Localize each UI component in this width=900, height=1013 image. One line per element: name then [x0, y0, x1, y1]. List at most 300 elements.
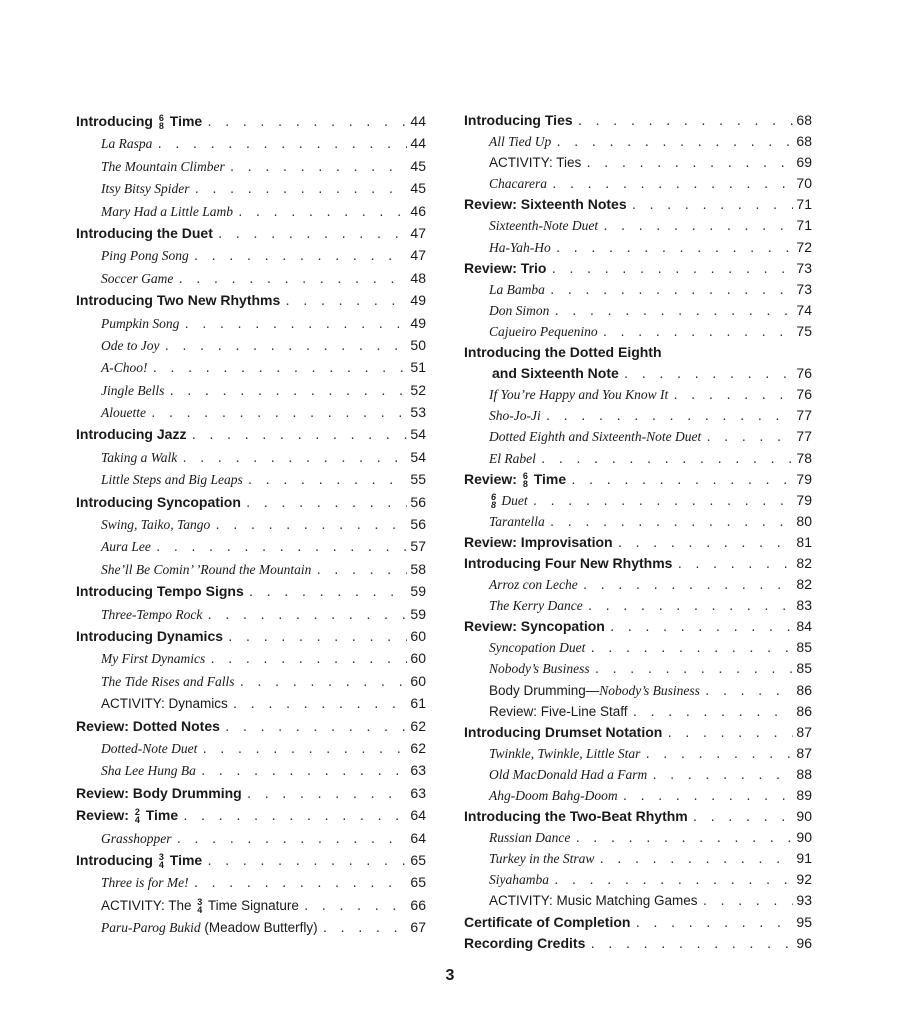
toc-entry-title: Cajueiro Pequenino: [489, 323, 598, 339]
toc-page-number: 48: [410, 269, 426, 286]
toc-page-number: 87: [796, 744, 812, 761]
toc-item-entry: [464, 490, 812, 511]
toc-page-number: 45: [410, 157, 426, 174]
toc-section-entry: [76, 580, 426, 602]
toc-entry-title: Introducing the Two-Beat Rhythm: [464, 808, 688, 825]
time-signature-icon: 6 8: [491, 491, 497, 510]
leader-dots: [631, 195, 794, 216]
toc-entry-title: Dotted Eighth and Sixteenth-Note Duet: [489, 429, 702, 445]
toc-section-entry: [76, 289, 426, 311]
toc-section-entry: [464, 258, 812, 279]
toc-entry-title: Introducing Ties: [464, 112, 573, 128]
leader-dots: [585, 153, 793, 174]
leader-dots: [163, 336, 407, 358]
toc-page-number: 60: [410, 627, 426, 644]
toc-entry-title: Sha Lee Hung Ba: [101, 763, 196, 779]
toc-entry-title: Mary Had a Little Lamb: [101, 203, 234, 219]
toc-page-number: 58: [410, 560, 426, 577]
leader-dots: [246, 784, 408, 806]
toc-page-number: 53: [410, 404, 426, 421]
toc-entry-title: Ode to Joy: [101, 337, 160, 353]
toc-entry-title: Old MacDonald Had a Farm: [489, 766, 648, 782]
toc-item-entry: [464, 574, 812, 595]
toc-item-entry: [76, 446, 426, 468]
toc-entry-title: 6 8 Duet: [491, 491, 528, 510]
toc-item-entry: [464, 848, 812, 869]
toc-page-number: 90: [796, 829, 812, 846]
toc-page-number: 86: [796, 681, 812, 698]
toc-entry-title: Introducing the Dotted Eighth: [464, 344, 662, 361]
toc-item-entry: [76, 916, 426, 938]
toc-page-number: 60: [410, 672, 426, 689]
toc-item-entry: [76, 468, 426, 490]
toc-entry-title: Introducing the Duet: [76, 224, 213, 241]
toc-item-entry: [464, 237, 812, 258]
leader-dots: [582, 575, 794, 596]
toc-page-number: 81: [796, 533, 812, 550]
leader-dots: [152, 358, 408, 380]
toc-page-number: 57: [410, 538, 426, 555]
toc-page-number: 71: [796, 217, 812, 234]
toc-section-entry: [76, 222, 426, 244]
leader-dots: [676, 554, 793, 575]
time-signature-icon: 6 8: [522, 470, 528, 489]
toc-entry-title: ACTIVITY: The 3 4 Time Signature: [101, 896, 299, 915]
leader-dots: [672, 385, 793, 406]
toc-item-entry: [76, 312, 426, 334]
toc-entry-title: Little Steps and Big Leaps: [101, 472, 243, 488]
leader-dots: [182, 806, 407, 828]
leader-dots: [644, 744, 793, 765]
toc-entry-title: Tarantella: [489, 513, 545, 529]
toc-entry-title: Introducing Dynamics: [76, 627, 224, 644]
toc-page-number: 65: [410, 851, 426, 868]
toc-page-number: 64: [410, 829, 426, 846]
toc-section-entry: [464, 469, 812, 490]
leader-dots: [206, 605, 407, 627]
toc-entry-title: Twinkle, Twinkle, Little Star: [489, 745, 641, 761]
toc-page-number: 68: [796, 133, 812, 150]
leader-dots: [602, 322, 794, 343]
toc-entry-title: Soccer Game: [101, 270, 174, 286]
toc-entry-title: Don Simon: [489, 302, 550, 318]
toc-entry-title: ACTIVITY: Ties: [489, 155, 582, 171]
toc-item-entry: [76, 334, 426, 356]
toc-item-entry: [76, 827, 426, 849]
leader-dots: [303, 896, 408, 918]
toc-entry-title: Ping Pong Song: [101, 248, 189, 264]
toc-entry-title: Introducing Jazz: [76, 426, 187, 443]
toc-page-number: 67: [410, 919, 426, 936]
toc-item-entry: [464, 743, 812, 764]
toc-page-number: 63: [410, 784, 426, 801]
toc-page-number: 87: [796, 723, 812, 740]
toc-entry-title: Itsy Bitsy Spider: [101, 181, 190, 197]
toc-page-number: 44: [410, 135, 426, 152]
toc-entry-title: Nobody’s Business: [489, 661, 590, 677]
toc-page-number: 79: [796, 491, 812, 508]
leader-dots: [214, 515, 407, 537]
toc-page-number: 82: [796, 576, 812, 593]
toc-entry-title: Arroz con Leche: [489, 577, 578, 593]
toc-left-column: [76, 110, 426, 938]
toc-page-number: 91: [796, 850, 812, 867]
leader-dots: [551, 174, 793, 195]
toc-page-number: 78: [796, 449, 812, 466]
leader-dots: [247, 470, 408, 492]
toc-item-entry: [76, 379, 426, 401]
toc-entry-title: Three-Tempo Rock: [101, 606, 203, 622]
toc-section-entry: [464, 806, 812, 827]
leader-dots: [550, 259, 793, 280]
toc-section-entry: [76, 491, 426, 513]
leader-dots: [589, 638, 793, 659]
toc-entry-title: Swing, Taiko, Tango: [101, 517, 211, 533]
toc-page-number: 70: [796, 175, 812, 192]
toc-section-entry: [464, 616, 812, 637]
toc-entry-title: Review: Syncopation: [464, 618, 605, 635]
toc-page-number: 96: [796, 934, 812, 951]
toc-entry-title: The Kerry Dance: [489, 598, 583, 614]
leader-dots: [555, 132, 793, 153]
toc-entry-title: Introducing 6 8 Time: [76, 113, 203, 131]
toc-entry-title: Review: Body Drumming: [76, 784, 242, 801]
toc-entry-title: All Tied Up: [489, 134, 552, 150]
toc-entry-title: Grasshopper: [101, 830, 172, 846]
toc-item-entry: [76, 401, 426, 423]
toc-item-entry: [76, 177, 426, 199]
toc-page-number: 66: [410, 896, 426, 913]
toc-entry-title: Dotted-Note Duet: [101, 740, 198, 756]
toc-entry-title: Introducing 3 4 Time: [76, 851, 203, 870]
toc-item-entry: [464, 511, 812, 532]
leader-dots: [245, 493, 408, 515]
toc-page-number: 54: [410, 426, 426, 443]
leader-dots: [227, 627, 407, 649]
toc-item-entry: [76, 558, 426, 580]
leader-dots: [206, 112, 407, 134]
leader-dots: [224, 717, 408, 739]
toc-page-number: 84: [796, 618, 812, 635]
toc-page-number: 51: [410, 359, 426, 376]
leader-dots: [545, 406, 794, 427]
toc-item-entry: [76, 737, 426, 759]
toc-entry-title: Review: Dotted Notes: [76, 717, 220, 734]
toc-entry-title: If You’re Happy and You Know It: [489, 387, 669, 403]
toc-section-entry: [76, 715, 426, 737]
leader-dots: [190, 425, 407, 447]
toc-page-number: 76: [796, 386, 812, 403]
toc-page-number: 79: [796, 470, 812, 487]
leader-dots: [594, 659, 794, 680]
toc-page-number: 59: [410, 583, 426, 600]
toc-entry-title: The Tide Rises and Falls: [101, 673, 235, 689]
toc-page-number: 56: [410, 516, 426, 533]
toc-entry-title: Three is for Me!: [101, 875, 189, 891]
toc-item-entry: [76, 759, 426, 781]
toc-page-number: 86: [796, 702, 812, 719]
toc-entry-title: Recording Credits: [464, 934, 586, 951]
toc-page-number: 82: [796, 554, 812, 571]
toc-item-entry: [464, 680, 812, 701]
toc-page-number: 68: [796, 112, 812, 128]
toc-item-entry: [464, 637, 812, 658]
toc-page-number: 65: [410, 874, 426, 891]
toc-item-entry: [76, 603, 426, 625]
time-signature-icon: 6 8: [158, 113, 164, 131]
time-signature-icon: 3 4: [197, 896, 203, 915]
leader-dots: [666, 723, 793, 744]
toc-page-number: 75: [796, 322, 812, 339]
toc-page-number: 77: [796, 407, 812, 424]
time-signature-icon: 2 4: [134, 807, 140, 826]
toc-page-number: 50: [410, 336, 426, 353]
toc-right-column: [464, 110, 812, 954]
toc-entry-title: El Rabel: [489, 450, 536, 466]
leader-dots: [705, 427, 793, 448]
leader-dots: [553, 870, 793, 891]
toc-page-number: 60: [410, 650, 426, 667]
toc-entry-title: Review: Trio: [464, 259, 547, 276]
toc-item-entry: [76, 692, 426, 714]
toc-item-entry: [76, 200, 426, 222]
toc-page-number: 80: [796, 512, 812, 529]
toc-page-number: 63: [410, 762, 426, 779]
toc-item-entry: [464, 890, 812, 911]
toc-page-number: 56: [410, 493, 426, 510]
toc-entry-title: Review: Five-Line Staff: [489, 703, 628, 719]
leader-dots: [193, 179, 407, 201]
leader-dots: [651, 765, 793, 786]
toc-item-entry: [76, 535, 426, 557]
leader-dots: [555, 238, 794, 259]
leader-dots: [549, 512, 794, 533]
leader-dots: [622, 786, 794, 807]
leader-dots: [617, 533, 794, 554]
toc-page-number: 45: [410, 180, 426, 197]
toc-entry-title: Taking a Walk: [101, 449, 178, 465]
toc-item-entry: [76, 647, 426, 669]
toc-entry-title: La Raspa: [101, 136, 153, 152]
toc-page-number: 62: [410, 739, 426, 756]
toc-entry-title: ACTIVITY: Music Matching Games: [489, 893, 698, 909]
toc-page-number: 95: [796, 913, 812, 930]
toc-page-number: 74: [796, 301, 812, 318]
leader-dots: [570, 470, 793, 491]
leader-dots: [237, 202, 407, 224]
toc-page-number: 64: [410, 807, 426, 824]
toc-section-entry: [464, 912, 812, 933]
toc-entry-title: Russian Dance: [489, 830, 571, 846]
toc-item-entry: [464, 701, 812, 722]
toc-item-entry: [76, 894, 426, 916]
leader-dots: [201, 739, 407, 761]
toc-page-number: 73: [796, 259, 812, 276]
leader-dots: [632, 702, 794, 723]
leader-dots: [239, 672, 408, 694]
toc-section-entry: [76, 625, 426, 647]
toc-entry-title: The Mountain Climber: [101, 158, 225, 174]
toc-section-entry: [464, 553, 812, 574]
toc-page-number: 73: [796, 280, 812, 297]
toc-entry-title: Introducing Four New Rhythms: [464, 554, 673, 571]
toc-entry-title: Alouette: [101, 405, 146, 421]
toc-item-entry: [464, 321, 812, 342]
toc-item-entry: [464, 869, 812, 890]
leader-dots: [609, 617, 794, 638]
leader-dots: [322, 918, 408, 940]
toc-entry-title: Siyahamba: [489, 872, 549, 888]
toc-item-entry: [464, 279, 812, 300]
toc-section-entry: [76, 423, 426, 445]
toc-entry-title: Chacarera: [489, 176, 547, 192]
toc-entry-title: Introducing Syncopation: [76, 493, 241, 510]
toc-page-number: 49: [410, 292, 426, 309]
leader-dots: [206, 851, 407, 873]
toc-section-entry: [76, 849, 426, 871]
toc-item-entry: [76, 356, 426, 378]
toc-item-entry: [464, 300, 812, 321]
leader-dots: [193, 246, 408, 268]
leader-dots: [553, 301, 793, 322]
toc-entry-title: Review: 2 4 Time: [76, 807, 179, 826]
toc-item-entry: [464, 785, 812, 806]
leader-dots: [181, 448, 407, 470]
toc-item-entry: [464, 448, 812, 469]
toc-section-entry: [464, 110, 812, 131]
toc-entry-title: La Bamba: [489, 281, 545, 297]
toc-entry-title: Sixteenth-Note Duet: [489, 218, 599, 234]
toc-page-number: 59: [410, 605, 426, 622]
toc-page-number: 77: [796, 428, 812, 445]
toc-entry-title: A-Choo!: [101, 360, 148, 376]
toc-entry-title: Review: 6 8 Time: [464, 470, 567, 489]
leader-dots: [540, 449, 794, 470]
toc-entry-title: Ha-Yah-Ho: [489, 239, 551, 255]
toc-section-entry: [464, 532, 812, 553]
toc-item-entry: [464, 384, 812, 405]
toc-page-number: 55: [410, 471, 426, 488]
toc-page-number: 61: [410, 695, 426, 712]
toc-item-entry: [464, 426, 812, 447]
toc-item-entry: [76, 513, 426, 535]
leader-dots: [248, 582, 408, 604]
leader-dots: [704, 681, 794, 702]
time-signature-icon: 3 4: [158, 851, 164, 870]
leader-dots: [217, 224, 408, 246]
toc-item-entry: [464, 215, 812, 236]
toc-page-number: 72: [796, 238, 812, 255]
leader-dots: [229, 157, 408, 179]
leader-dots: [284, 291, 407, 313]
leader-dots: [549, 280, 794, 301]
leader-dots: [577, 111, 794, 132]
leader-dots: [692, 807, 794, 828]
toc-entry-title: Jingle Bells: [101, 382, 165, 398]
toc-entry-title: Syncopation Duet: [489, 640, 586, 656]
toc-item-entry: [76, 244, 426, 266]
toc-item-entry: [464, 595, 812, 616]
toc-page-number: 52: [410, 381, 426, 398]
toc-entry-title: Pumpkin Song: [101, 315, 180, 331]
toc-page-number: 88: [796, 765, 812, 782]
toc-page-number: 90: [796, 808, 812, 825]
leader-dots: [193, 873, 408, 895]
toc-item-entry: [464, 152, 812, 173]
toc-page-number: 47: [410, 247, 426, 264]
leader-dots: [623, 364, 794, 385]
toc-entry-title: ACTIVITY: Dynamics: [101, 696, 228, 712]
toc-page-number: 71: [796, 196, 812, 213]
toc-page-number: 69: [796, 154, 812, 171]
toc-entry-title: Aura Lee: [101, 539, 151, 555]
toc-entry-title: Body Drumming—Nobody’s Business: [489, 682, 700, 698]
leader-dots: [702, 891, 794, 912]
leader-dots: [200, 761, 408, 783]
leader-dots: [209, 649, 407, 671]
leader-dots: [598, 849, 793, 870]
toc-page-number: 85: [796, 660, 812, 677]
leader-dots: [602, 216, 793, 237]
toc-page-number: 89: [796, 787, 812, 803]
toc-entry-title: Introducing Tempo Signs: [76, 583, 244, 600]
toc-page-number: 49: [410, 314, 426, 331]
toc-entry-title: Certificate of Completion: [464, 913, 631, 930]
toc-item-entry: [76, 267, 426, 289]
toc-item-entry: [464, 173, 812, 194]
toc-item-entry: [464, 827, 812, 848]
toc-entry-title: My First Dynamics: [101, 651, 206, 667]
toc-entry-title: Paru-Parog Bukid (Meadow Butterfly): [101, 920, 318, 936]
leader-dots: [168, 381, 407, 403]
leader-dots: [177, 269, 407, 291]
leader-dots: [587, 596, 794, 617]
toc-section-entry: [464, 933, 812, 954]
toc-item-entry: [76, 132, 426, 154]
leader-dots: [589, 934, 793, 955]
toc-item-entry: [76, 871, 426, 893]
toc-section-entry: [464, 342, 812, 363]
toc-page-number: 62: [410, 717, 426, 734]
toc-entry-title: Review: Sixteenth Notes: [464, 196, 627, 213]
toc-page-number: 47: [410, 224, 426, 241]
toc-page-number: 54: [410, 448, 426, 465]
toc-item-entry: [76, 670, 426, 692]
toc-entry-title: Ahg-Doom Bahg-Doom: [489, 788, 618, 803]
toc-page-number: 46: [410, 202, 426, 219]
leader-dots: [176, 829, 408, 851]
toc-item-entry: [76, 155, 426, 177]
leader-dots: [150, 403, 407, 425]
toc-entry-title: Review: Improvisation: [464, 533, 613, 550]
toc-page-number: 76: [796, 365, 812, 382]
leader-dots: [156, 134, 407, 156]
toc-entry-title: Turkey in the Straw: [489, 851, 595, 867]
toc-section-entry: [464, 722, 812, 743]
toc-page-number: 92: [796, 871, 812, 888]
toc-item-entry: [464, 405, 812, 426]
leader-dots: [183, 314, 407, 336]
leader-dots: [155, 537, 408, 559]
leader-dots: [532, 491, 794, 512]
leader-dots: [315, 560, 407, 582]
toc-entry-title: Introducing Drumset Notation: [464, 723, 663, 740]
toc-entry-title: and Sixteenth Note: [492, 365, 619, 382]
toc-page-number: 85: [796, 639, 812, 656]
toc-page-number: 93: [796, 892, 812, 909]
toc-section-entry: [76, 804, 426, 826]
toc-entry-title: Sho-Jo-Ji: [489, 408, 541, 424]
